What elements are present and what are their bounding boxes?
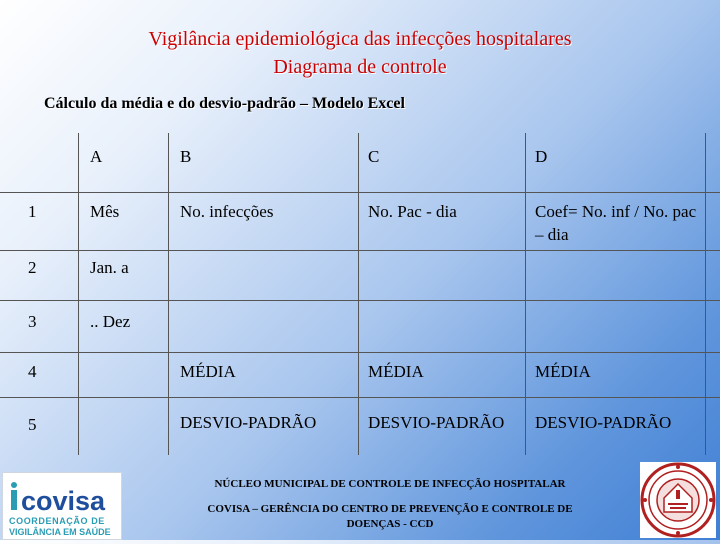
table-cell: MÉDIA — [535, 362, 591, 381]
footer-line1: NÚCLEO MUNICIPAL DE CONTROLE DE INFECÇÃO HOSPITALAR — [214, 478, 566, 490]
table-cell: DESVIO-PADRÃO — [535, 413, 672, 432]
table-cell: No. infecções — [180, 202, 274, 221]
table-cell: DESVIO-PADRÃO — [368, 413, 505, 432]
table-cell: MÉDIA — [180, 362, 236, 381]
table-cell: Coef= No. inf / No. pac – dia — [535, 202, 697, 244]
table-cell: No. Pac - dia — [368, 202, 457, 221]
covisa-logo — [2, 472, 122, 540]
city-seal-icon — [640, 462, 716, 538]
covisa-sub2: VIGILÂNCIA EM SAÚDE — [9, 527, 111, 537]
covisa-name: covisa — [21, 486, 106, 516]
table-cell: MÉDIA — [368, 362, 424, 381]
footer-line2: COVISA – GERÊNCIA DO CENTRO DE PREVENÇÃO E CONTROLE DE — [207, 503, 573, 515]
column-header-c: C — [368, 147, 380, 166]
table-cell: DESVIO-PADRÃO — [180, 413, 317, 432]
footer-line3: DOENÇAS - CCD — [346, 518, 434, 530]
covisa-logo-icon — [3, 473, 121, 539]
covisa-sub1: COORDENAÇÃO DE — [9, 516, 105, 526]
row-number: 5 — [28, 415, 37, 434]
row-number: 4 — [28, 362, 37, 381]
row-number: 1 — [28, 202, 37, 221]
column-header-b: B — [180, 147, 192, 166]
table-cell: Mês — [90, 202, 120, 221]
row-number: 3 — [28, 312, 37, 331]
table-cell: .. Dez — [90, 312, 131, 331]
row-number: 2 — [28, 258, 37, 277]
column-header-d: D — [535, 147, 548, 166]
column-header-a: A — [90, 147, 103, 166]
table-cell: Jan. a — [90, 258, 129, 277]
page-title-line1: Vigilância epidemiológica das infecções hospitalares — [148, 28, 572, 50]
page-title-line2: Diagrama de controle — [273, 56, 447, 78]
page-subtitle: Cálculo da média e do desvio-padrão – Modelo Excel — [44, 95, 405, 112]
